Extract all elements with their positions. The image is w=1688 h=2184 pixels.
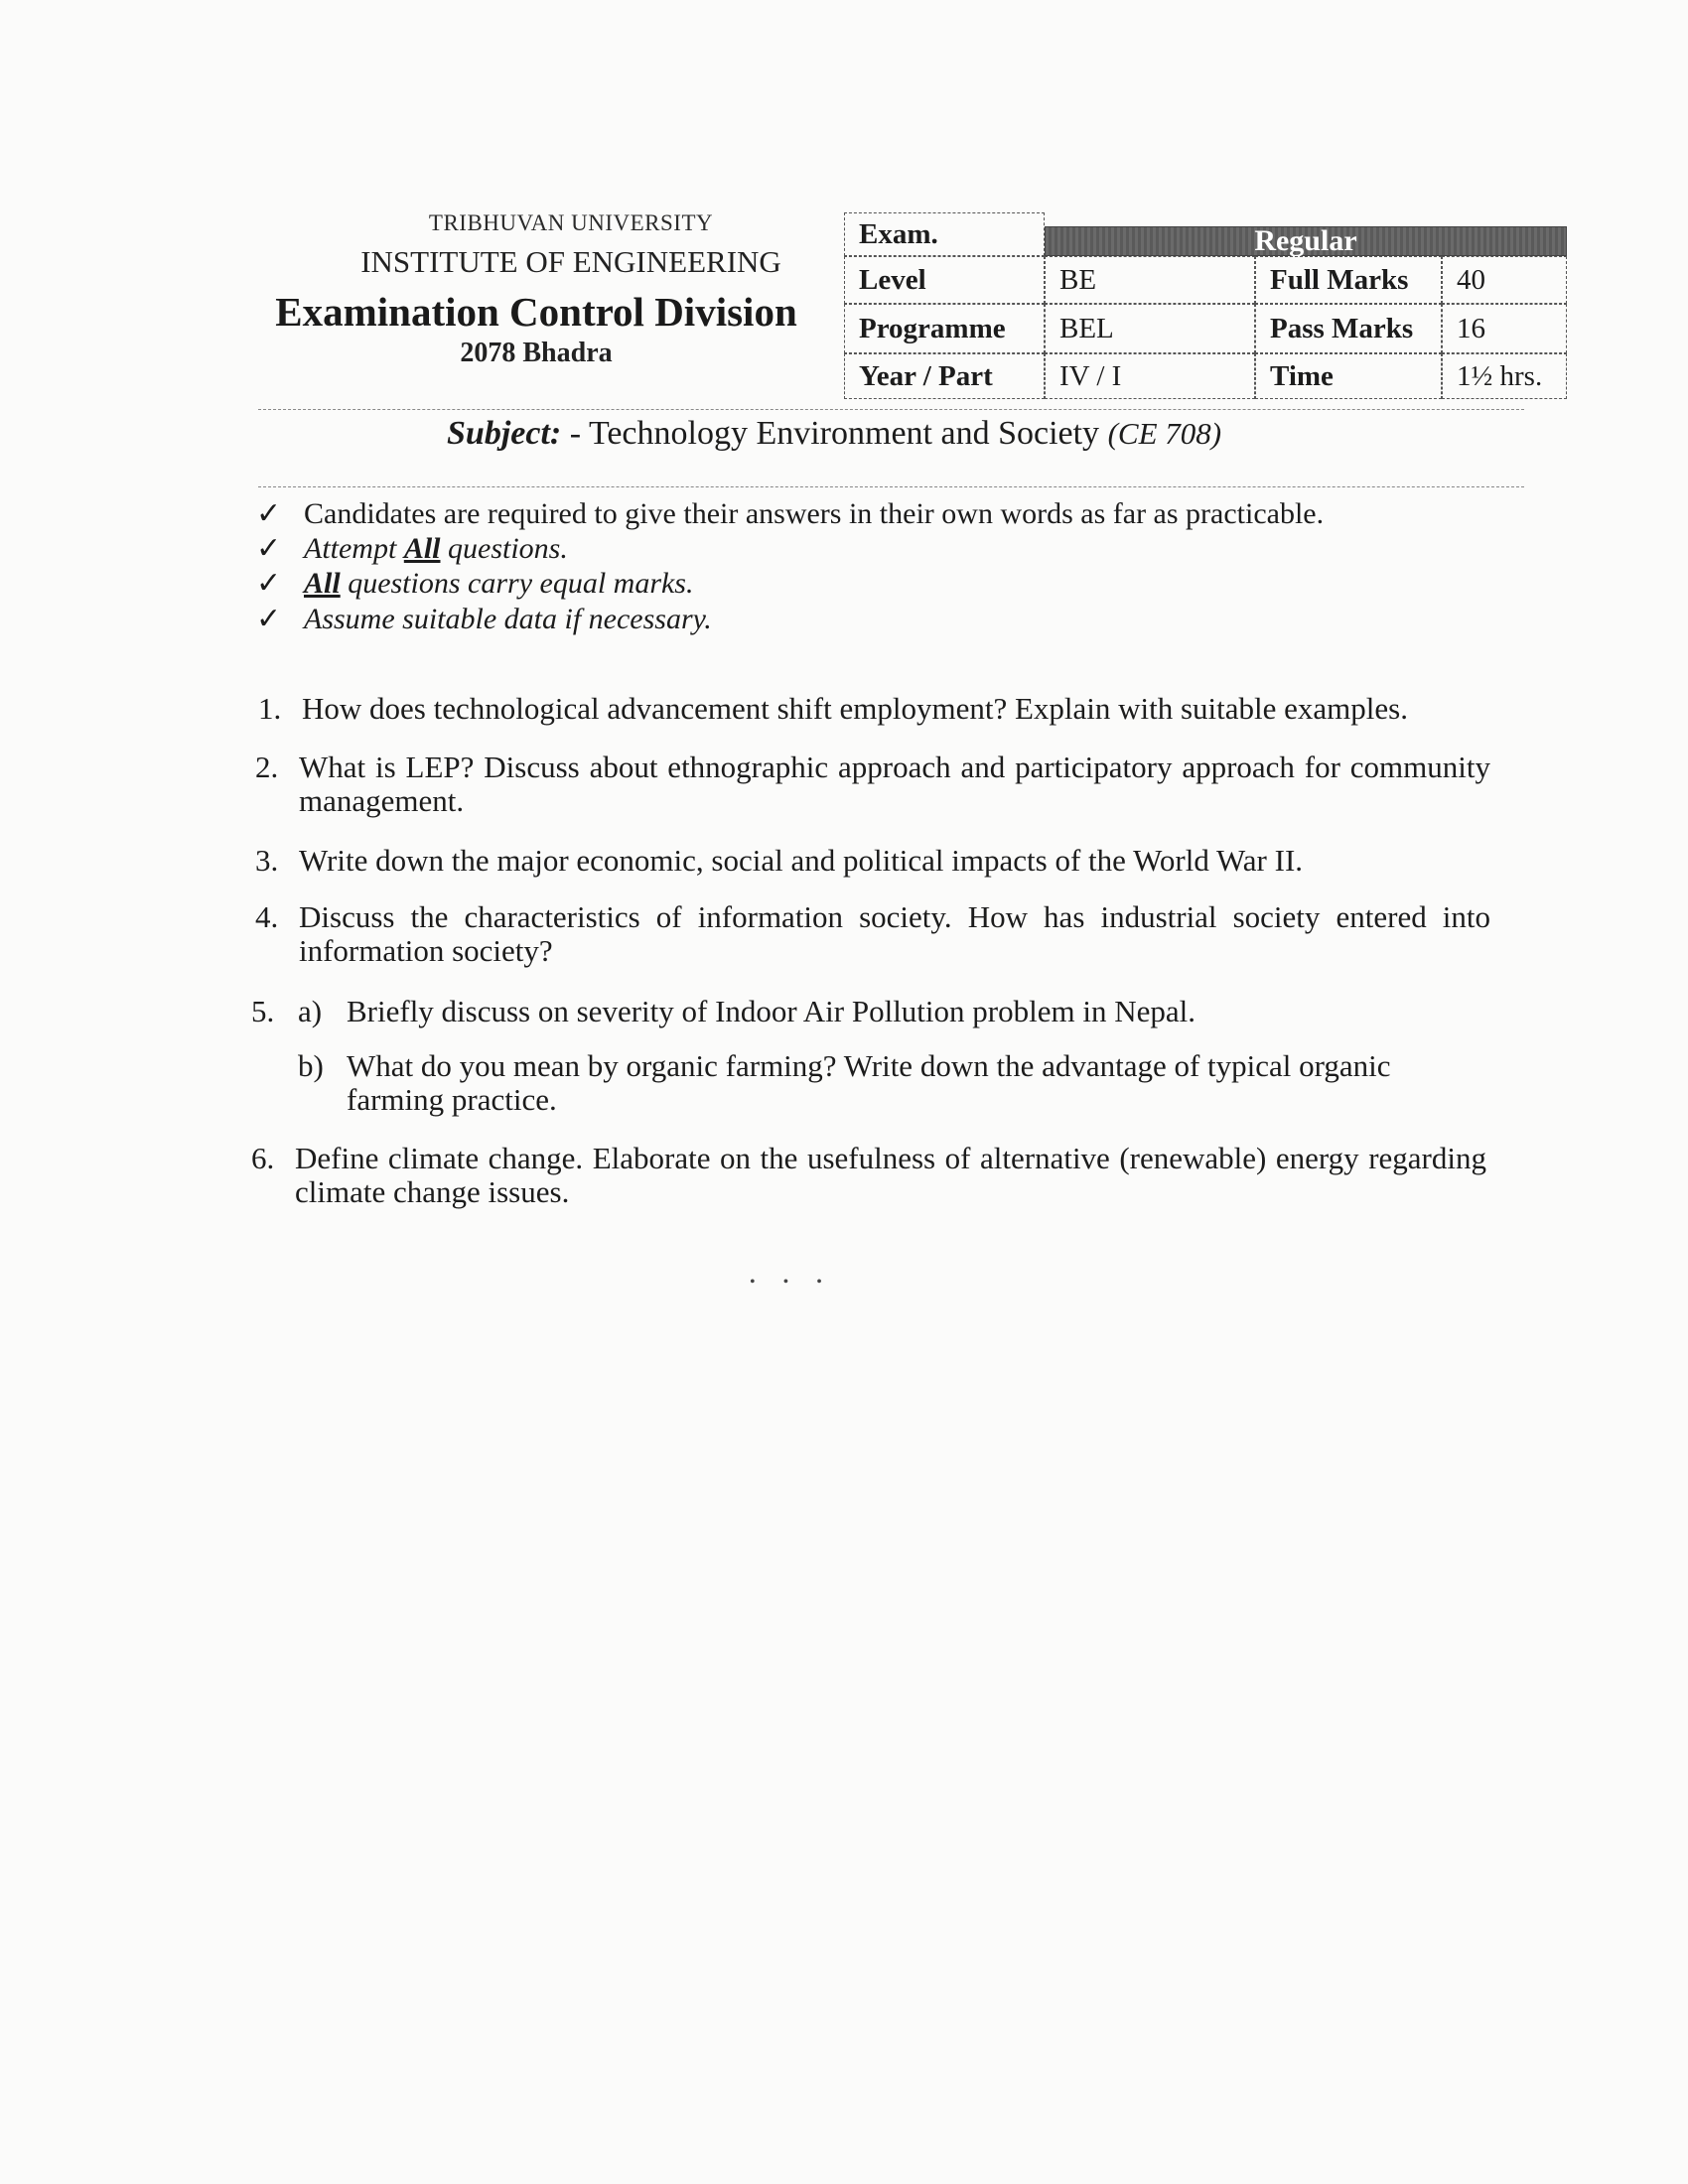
full-marks-label: Full Marks (1255, 256, 1442, 304)
subject-line (447, 415, 1221, 453)
sub-question-label: b) (298, 1048, 324, 1083)
divider-bottom (258, 486, 1524, 487)
instruction-emphasis: All (403, 532, 441, 565)
programme-value: BEL (1045, 304, 1255, 353)
instruction-text: Assume suitable data if necessary. (304, 603, 712, 635)
question-number: 5. (251, 994, 275, 1028)
full-marks-value: 40 (1442, 256, 1567, 304)
instruction-emphasis: All (304, 567, 341, 600)
subject-label: Subject: (447, 415, 562, 452)
question-number: 4. (255, 899, 279, 934)
question-text: Define climate change. Elaborate on the usefulness of alternative (renewable) energy regarding climate change issues. (295, 1141, 1486, 1209)
divider-top (258, 409, 1524, 410)
instruction-text: questions carry equal marks. (340, 567, 694, 600)
pass-marks-label: Pass Marks (1255, 304, 1442, 353)
question-text: Briefly discuss on severity of Indoor Air Pollution problem in Nepal. (347, 994, 1196, 1028)
question-text: How does technological advancement shift employment? Explain with suitable examples. (302, 691, 1408, 726)
check-icon: ✓ (256, 532, 282, 565)
university-name: TRIBHUVAN UNIVERSITY (428, 210, 714, 235)
time-value: 1½ hrs. (1442, 353, 1567, 399)
question-number: 6. (251, 1141, 275, 1175)
question-number: 2. (255, 750, 279, 784)
question-text: What do you mean by organic farming? Write down the advantage of typical organic farming practice. (347, 1048, 1391, 1117)
programme-label: Programme (844, 304, 1045, 353)
check-icon: ✓ (256, 603, 282, 635)
time-label: Time (1255, 353, 1442, 399)
question-text: What is LEP? Discuss about ethnographic approach and participatory approach for community management. (299, 750, 1490, 818)
check-icon: ✓ (256, 497, 282, 530)
level-value: BE (1045, 256, 1255, 304)
institute-name: INSTITUTE OF ENGINEERING (360, 244, 781, 279)
instruction-own-words (256, 496, 1324, 531)
instruction-text: Candidates are required to give their answers in their own words as far as practicable. (304, 497, 1325, 530)
year-part-label: Year / Part (844, 353, 1045, 399)
exam-session: 2078 Bhadra (460, 338, 613, 368)
pass-marks-value: 16 (1442, 304, 1567, 353)
subject-name: Technology Environment and Society (588, 415, 1100, 452)
question-number: 3. (255, 843, 279, 878)
stray-marks: • • • (750, 1274, 834, 1291)
instruction-attempt-all (256, 531, 568, 566)
level-label: Level (844, 256, 1045, 304)
instruction-equal-marks (256, 566, 693, 601)
question-text: Write down the major economic, social and political impacts of the World War II. (299, 843, 1304, 878)
exam-type-badge: Regular (1045, 226, 1567, 256)
year-part-value: IV / I (1045, 353, 1255, 399)
question-number: 1. (258, 691, 282, 726)
division-name: Examination Control Division (275, 289, 797, 335)
subject-code: (CE 708) (1107, 416, 1222, 451)
instruction-assume-data (256, 602, 712, 636)
instruction-text: questions. (440, 532, 568, 565)
subject-separator: - (561, 415, 589, 452)
sub-question-label: a) (298, 994, 323, 1028)
instruction-text: Attempt (304, 532, 404, 565)
check-icon: ✓ (256, 567, 282, 600)
exam-info-table (844, 212, 1567, 399)
exam-label: Exam. (844, 212, 1045, 256)
question-text: Discuss the characteristics of information society. How has industrial society entered into information society? (299, 899, 1490, 968)
